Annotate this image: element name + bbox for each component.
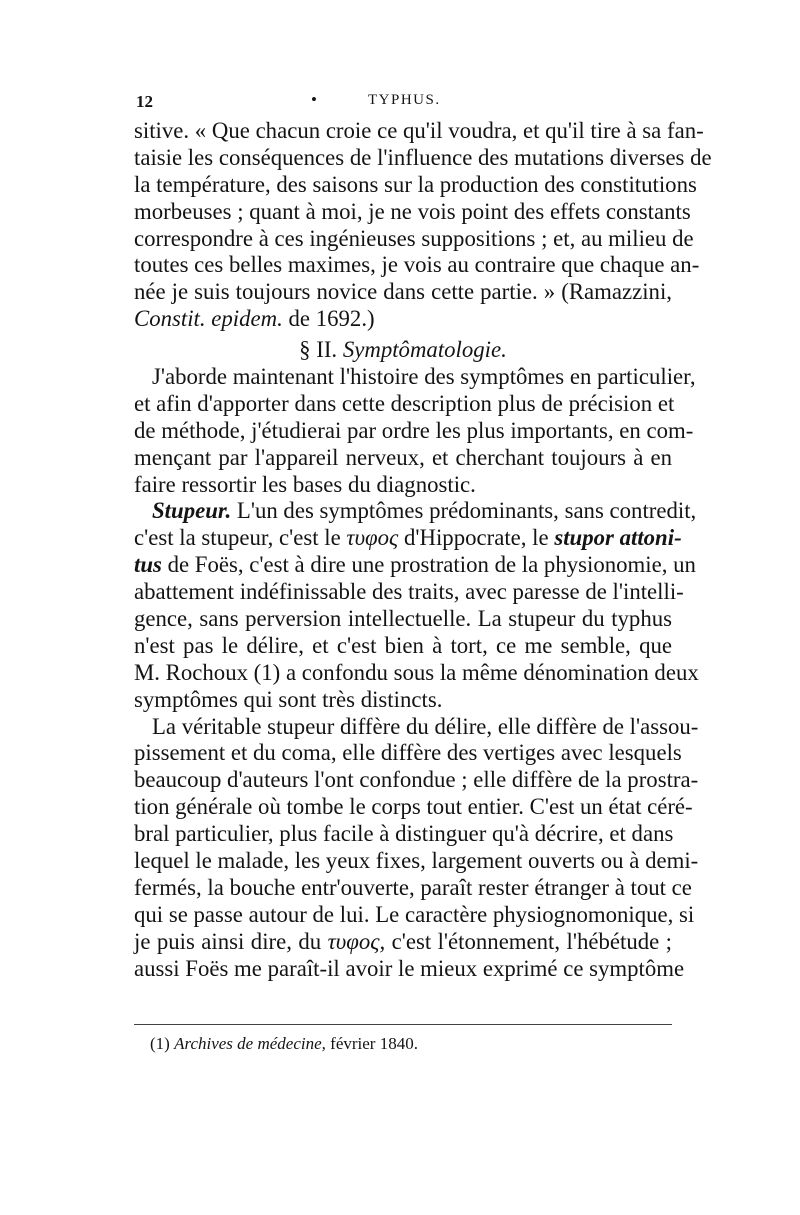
page-header xyxy=(136,92,671,114)
text-line: taisie les conséquences de l'influence des mutations diverses de xyxy=(134,144,712,170)
text-line: sitive. « Que chacun croie ce qu'il voudra, et qu'il tire à sa fan- xyxy=(134,118,704,143)
text-line: correspondre à ces ingénieuses suppositions ; et, au milieu de xyxy=(134,225,694,251)
text-line: fermés, la bouche entr'ouverte, paraît rester étranger à tout ce xyxy=(134,874,692,900)
text-line: symptômes qui sont très distincts. xyxy=(134,686,443,712)
text-line: lequel le malade, les yeux fixes, largement ouverts ou à demi- xyxy=(134,848,699,874)
text-line: faire ressortir les bases du diagnostic. xyxy=(134,471,476,497)
text-line: M. Rochoux (1) a confondu sous la même dénomination deux xyxy=(134,659,699,685)
text-line: bral particulier, plus facile à distinguer qu'à décrire, et dans xyxy=(134,821,674,847)
text-fragment: de Foës, c'est à dire une prostration de la physionomie, un xyxy=(167,552,696,578)
footnote-date: février 1840. xyxy=(330,1034,418,1053)
text-line xyxy=(134,929,672,956)
text-line: mençant par l'appareil nerveux, et cherchant toujours à en xyxy=(134,444,672,470)
text-line: de méthode, j'étudierai par ordre les plus importants, en com- xyxy=(134,417,694,443)
text-line: pissement et du coma, elle diffère des vertiges avec lesquels xyxy=(134,740,682,766)
text-line: La véritable stupeur diffère du délire, elle diffère de l'assou- xyxy=(152,713,699,739)
header-dot: • xyxy=(311,90,317,109)
text-line: tion générale où tombe le corps tout entier. C'est un état céré- xyxy=(134,794,693,820)
text-line: beaucoup d'auteurs l'ont confondue ; elle diffère de la prostra- xyxy=(134,767,699,793)
text-line: morbeuses ; quant à moi, je ne vois point des effets constants xyxy=(134,198,691,224)
latin-term: stupor attoni- xyxy=(554,525,682,551)
latin-term-end: tus xyxy=(134,552,162,578)
text-line: toutes ces belles maximes, je vois au contraire que chaque an- xyxy=(134,252,700,278)
footnote-separator xyxy=(134,1024,672,1025)
text-line: J'aborde maintenant l'histoire des symptômes en particulier, xyxy=(152,364,696,390)
text-line: qui se passe autour de lui. Le caractère physiognomonique, si xyxy=(134,901,695,927)
text-line xyxy=(134,552,696,579)
stupeur-line xyxy=(134,498,697,525)
text-fragment: c'est l'étonnement, l'hébétude ; xyxy=(391,928,673,954)
section-number: § II. xyxy=(299,337,338,363)
section-title: Symptômatologie. xyxy=(342,337,507,363)
footnote-title: Archives de médecine, xyxy=(174,1034,326,1053)
citation-title: Constit. epidem. xyxy=(134,306,283,332)
greek-typhos: τυφος, xyxy=(327,928,386,954)
greek-typhos: τυφος xyxy=(346,525,399,551)
text-fragment: L'un des symptômes prédominants, sans contredit, xyxy=(236,498,697,524)
page-number: 12 xyxy=(136,92,153,111)
text-line xyxy=(134,525,682,552)
running-title: TYPHUS. xyxy=(368,92,441,108)
text-line: aussi Foës me paraît-il avoir le mieux exprimé ce symptôme xyxy=(134,955,685,981)
citation-year: de 1692.) xyxy=(288,306,375,332)
text-line: gence, sans perversion intellectuelle. La stupeur du typhus xyxy=(134,606,672,632)
text-fragment: c'est la stupeur, c'est le xyxy=(134,525,341,551)
text-fragment: d'Hippocrate, le xyxy=(404,525,549,551)
footnote-marker: (1) xyxy=(150,1034,170,1053)
text-fragment: je puis ainsi dire, du xyxy=(134,928,322,954)
text-line: n'est pas le délire, et c'est bien à tort, ce me semble, que xyxy=(134,632,672,658)
page-body xyxy=(134,118,712,983)
citation-line xyxy=(134,306,672,333)
footnote xyxy=(150,1034,418,1054)
section-heading xyxy=(134,337,672,364)
text-line: la température, des saisons sur la production des constitutions xyxy=(134,171,697,197)
text-line: et afin d'apporter dans cette description plus de précision et xyxy=(134,390,675,416)
text-line: abattement indéfinissable des traits, avec paresse de l'intelli- xyxy=(134,579,684,605)
text-line: née je suis toujours novice dans cette partie. » (Ramazzini, xyxy=(134,279,672,305)
stupeur-term: Stupeur. xyxy=(152,498,232,524)
